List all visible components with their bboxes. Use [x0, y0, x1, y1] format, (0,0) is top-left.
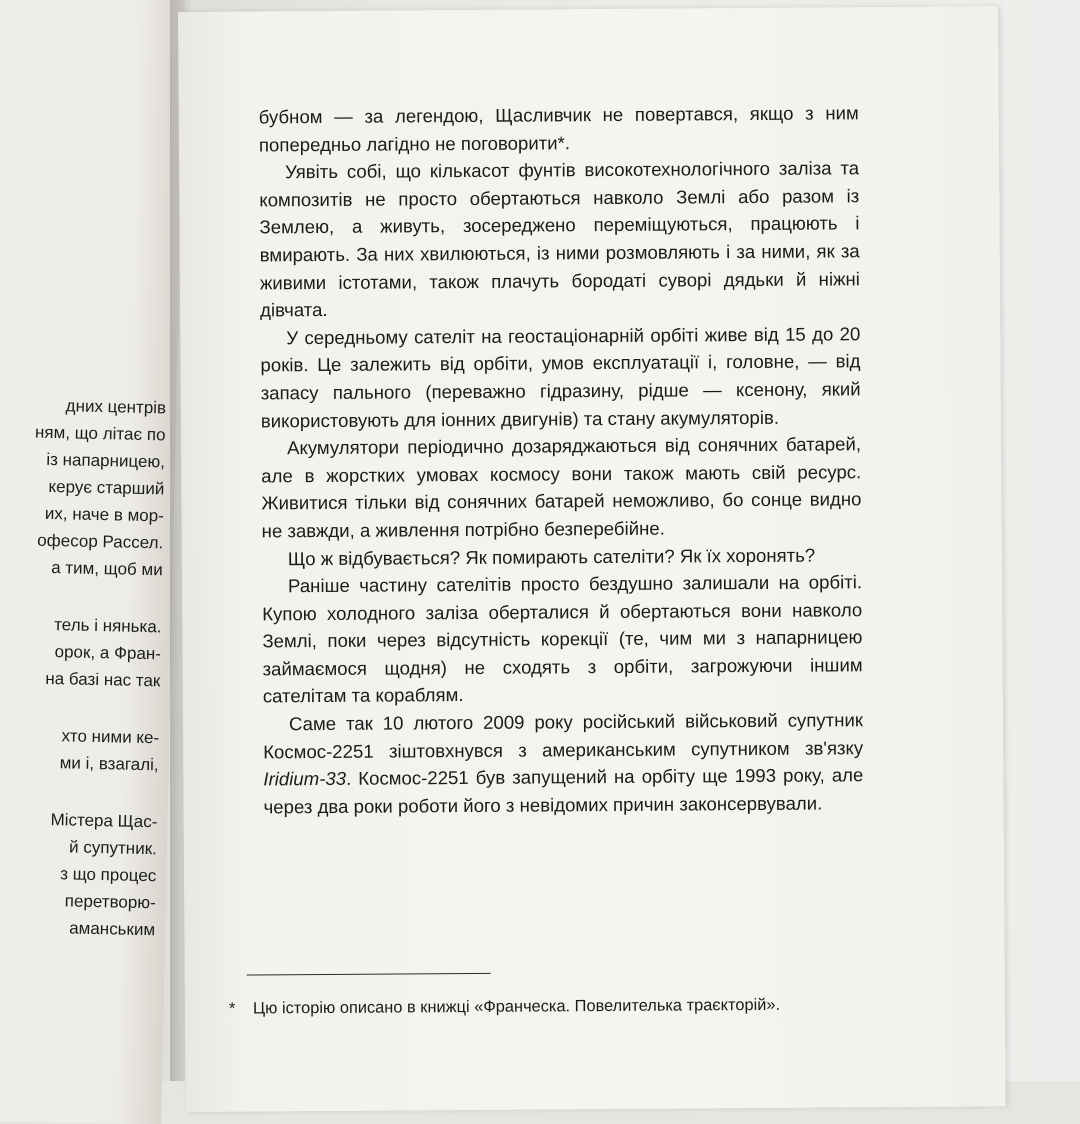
paragraph: Раніше частину сателітів просто бездушно залишали на орбіті. Купою холодного заліза оберталися й обертаються вони навколо Землі, поки через відсутність корекції (те, чим ми з напарницею займаємося щодня) не сходять з орбіти, загрожуючи іншим сателітам та кораблям. [262, 571, 863, 707]
left-page [0, 0, 185, 1124]
paragraph: У середньому сателіт на геостаціонарній орбіті живе від 15 до 20 років. Це залежить від орбіти, умов експлуатації і, головне, — від запасу пального (переважно гідразину, рідше — ксенону, який використовують для іонних двигунів) та стану акумуляторів. [260, 322, 861, 431]
paragraph: бубном — за легендою, Щасливчик не повертався, якщо з ним попередньо лагідно не поговорити*. [258, 102, 859, 156]
left-line: а тим, щоб ми [51, 558, 163, 580]
footnote [229, 995, 889, 1019]
left-line: их, наче в мор- [44, 503, 165, 526]
left-line: орок, а Фран- [54, 642, 162, 664]
left-line: на базі нас так [45, 668, 161, 691]
satellite-name: Iridium-33 [263, 768, 347, 790]
paragraph-text: Саме так 10 лютого 2009 року російський військовий супутник Космос-2251 зіштовхнувся з американським супутником зв'язку [263, 709, 864, 763]
left-line: дних центрів [65, 396, 167, 418]
left-line: з що процес [59, 864, 157, 886]
left-line [0, 775, 158, 809]
left-line [0, 691, 160, 725]
left-page-text [0, 391, 185, 944]
left-line [0, 580, 162, 614]
left-line: керує старший [48, 476, 165, 499]
footnote-divider [247, 973, 491, 976]
left-line: тель і нянька. [54, 615, 162, 637]
left-line: із напарницею, [46, 449, 166, 472]
paragraph: Уявіть собі, що кількасот фунтів високотехнологічного заліза та композитів не просто обертаються навколо Землі або разом із Землею, а живуть, зосереджено переміщуються, працюють і вмирають. За них хвилюються, із ними розмовляють і за ними, як за живими істотами, також плачуть бородаті суворі дядьки й ніжні дівчата. [259, 157, 860, 321]
left-line: офесор Рассел. [37, 530, 164, 553]
footnote-text: Цю історію описано в книжці «Франческа. Повелителька траєкторій». [252, 995, 781, 1018]
right-page [178, 6, 1006, 1112]
paragraph-last [263, 706, 864, 821]
paragraph: Що ж відбувається? Як помирають сателіти? Як їх хоронять? [287, 544, 816, 569]
left-line: аманським [69, 918, 156, 940]
left-line: хто ними ке- [61, 726, 160, 748]
left-line: Містера Щас- [50, 810, 158, 832]
paragraph-text: . Космос-2251 був запущений на орбіту ще 1993 року, але через два роки роботи його з невідомих причин законсервували. [263, 764, 864, 818]
paragraph: Акумулятори періодично дозаряджаються від сонячних батарей, але в жорстких умовах космосу вони також мають свій ресурс. Живитися тільки від сонячних батарей неможливо, бо сонце видно не завжди, а живлення потрібно безперебійне. [261, 433, 862, 542]
footnote-mark: * [228, 999, 236, 1018]
left-line: перетворю- [64, 891, 156, 913]
body-text [259, 99, 864, 821]
left-line: й супутник. [68, 837, 158, 859]
left-line: ням, що літає по [34, 422, 166, 445]
left-line: ми і, взагалі, [59, 753, 159, 775]
